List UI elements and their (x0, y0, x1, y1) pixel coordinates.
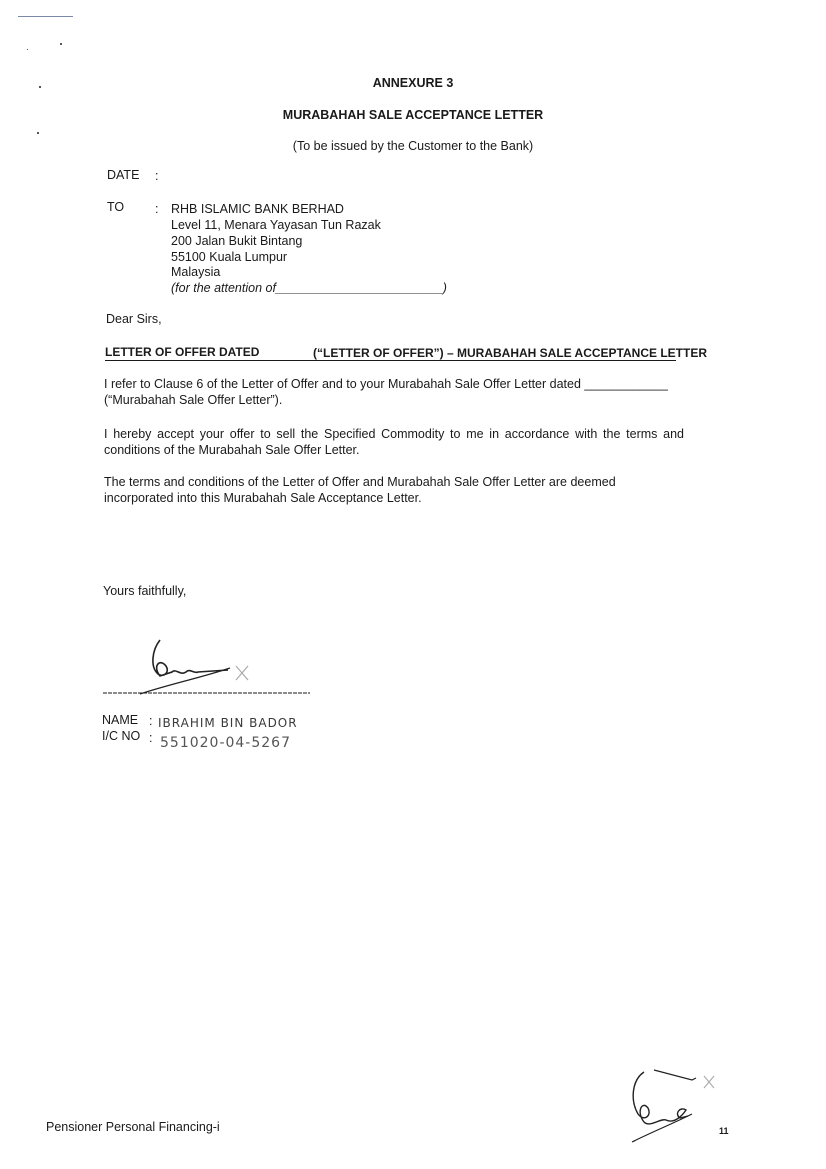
subject-left: LETTER OF OFFER DATED (105, 345, 260, 359)
footer-product-name: Pensioner Personal Financing-i (46, 1120, 220, 1134)
address-line: 200 Jalan Bukit Bintang (171, 234, 303, 248)
annexure-heading: ANNEXURE 3 (372, 76, 454, 90)
ic-label: I/C NO (102, 729, 141, 743)
subject-right: (“LETTER OF OFFER”) – MURABAHAH SALE ACCEPTANCE LETTER (313, 346, 707, 360)
document-subtitle: (To be issued by the Customer to the Bank) (292, 139, 534, 153)
address-line: Level 11, Menara Yayasan Tun Razak (171, 218, 381, 232)
name-colon: : (149, 714, 153, 728)
date-label: DATE (107, 168, 140, 182)
initials-signature (622, 1066, 722, 1146)
ic-handwritten: 551020-04-5267 (160, 735, 291, 751)
paragraph-1-line-1: I refer to Clause 6 of the Letter of Offer and to your Murabahah Sale Offer Letter dated ____________ (104, 377, 668, 391)
paragraph-2: I hereby accept your offer to sell the Specified Commodity to me in accordance with the terms and conditions of the Murabahah Sale Offer Letter. (104, 427, 684, 457)
to-label: TO (107, 200, 125, 214)
subject-underline (105, 360, 676, 361)
address-line: Malaysia (171, 265, 221, 279)
scan-speck (37, 132, 39, 134)
date-colon: : (155, 169, 159, 183)
address-line: RHB ISLAMIC BANK BERHAD (171, 202, 344, 216)
paragraph-3: The terms and conditions of the Letter of Offer and Murabahah Sale Offer Letter are deemed incorporated into this Murabahah Sale Acceptance Letter. (104, 475, 616, 505)
document-title: MURABAHAH SALE ACCEPTANCE LETTER (282, 108, 544, 122)
attention-line: (for the attention of________________________) (171, 281, 447, 295)
scan-speck (60, 43, 62, 45)
address-line: 55100 Kuala Lumpur (171, 250, 288, 264)
scan-speck (27, 49, 28, 50)
page-number: 11 (719, 1126, 729, 1136)
name-handwritten: IBRAHIM BIN BADOR (158, 716, 298, 730)
to-colon: : (155, 202, 159, 216)
salutation: Dear Sirs, (106, 312, 162, 326)
closing: Yours faithfully, (103, 584, 187, 598)
signature-image (100, 632, 315, 702)
ic-colon: : (149, 731, 153, 745)
paragraph-1-line-2: (“Murabahah Sale Offer Letter”). (104, 393, 283, 407)
name-label: NAME (102, 713, 139, 727)
scan-artifact-line (18, 16, 73, 17)
